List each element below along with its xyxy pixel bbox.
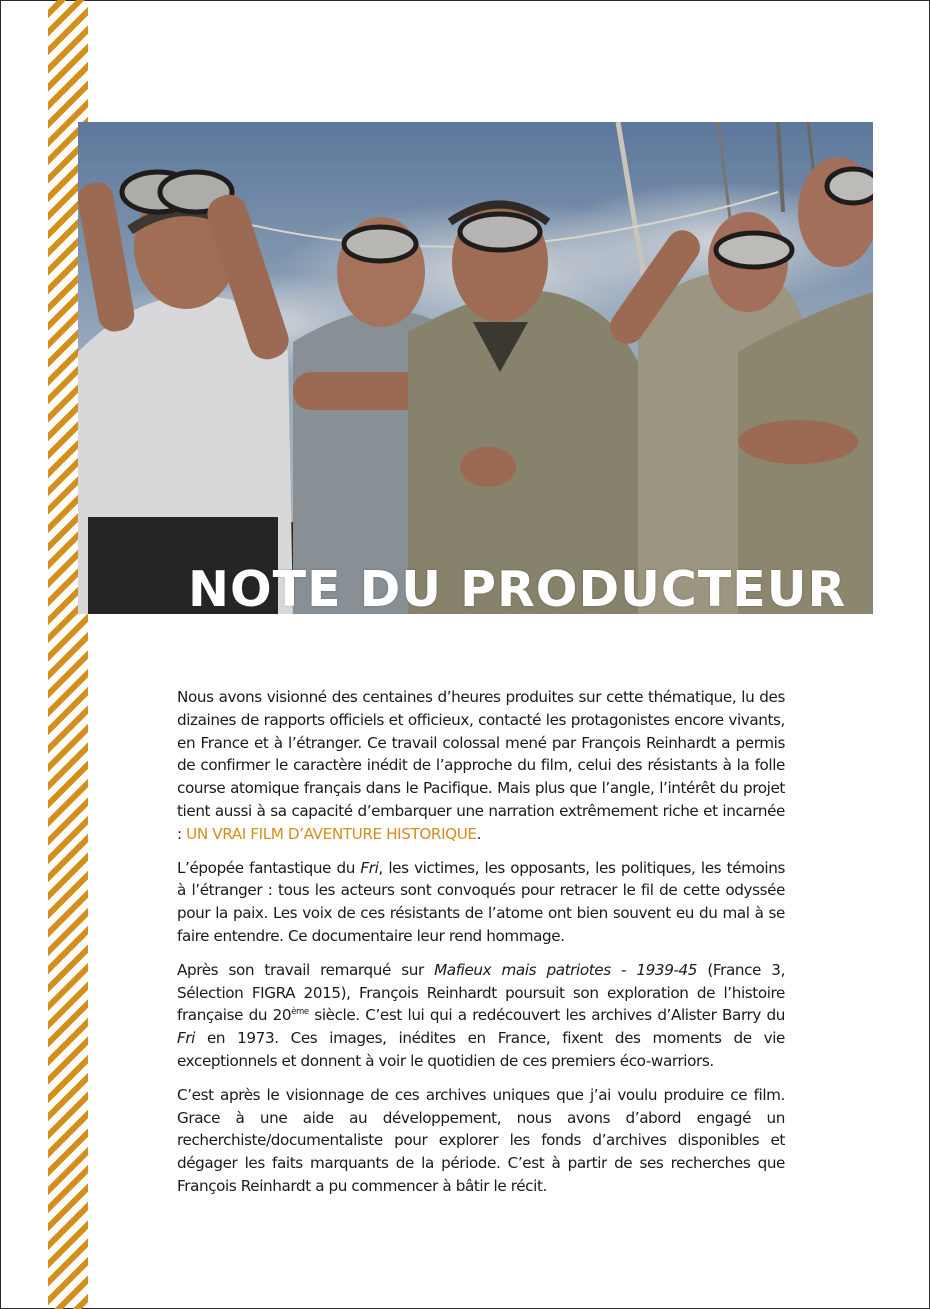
paragraph-3-text-d: en 1973. Ces images, inédites en France, fixent des moments de vie exceptionnels et donnent à voir le quotidien de ces premiers éco-warriors. <box>177 1029 785 1070</box>
paragraph-3-text-b: (France 3, Sélection FIGRA 2015), François Reinhardt poursuit son exploration de l’histoire française du 20 <box>177 960 785 1025</box>
paragraph-2-text-a: L’épopée fantastique du <box>177 858 361 877</box>
paragraph-1 <box>177 686 785 846</box>
highlight-phrase: UN VRAI FILM D’AVENTURE HISTORIQUE <box>186 824 477 843</box>
paragraph-3-text-a: Après son travail remarqué sur <box>177 960 435 979</box>
paragraph-3-text-c: siècle. C’est lui qui a redécouvert les archives d’Alister Barry du <box>308 1006 786 1025</box>
photo-illustration <box>78 122 873 614</box>
paragraph-2-text-b: , les victimes, les opposants, les politiques, les témoins à l’étranger : tous les acteurs sont convoqués pour retracer le fil de cette odyssée pour la paix. Les voix de ces résistants de l’atome ont bien souvent eu du mal à se faire entendre. Ce documentaire leur rend hommage. <box>177 858 785 945</box>
paragraph-1-end: . <box>476 824 482 843</box>
century-superscript: ème <box>291 1007 309 1018</box>
archival-photo <box>78 122 873 614</box>
page-title: NOTE DU PRODUCTEUR <box>188 561 847 618</box>
film-title: Mafieux mais patriotes - 1939-45 <box>434 960 698 979</box>
paragraph-4: C’est après le visionnage de ces archives uniques que j’ai voulu produire ce film. Grace à une aide au développement, nous avons d’abord engagé un recherchiste/documentaliste pour explorer les fonds d’archives disponibles et dégager les faits marquants de la période. C’est à partir de ses recherches que François Reinhardt a pu commencer à bâtir le récit. <box>177 1085 785 1195</box>
paragraph-2 <box>177 857 785 948</box>
paragraph-3 <box>177 959 785 1073</box>
paragraph-1-text: Nous avons visionné des centaines d’heures produites sur cette thématique, lu des dizaines de rapports officiels et officieux, contacté les protagonistes encore vivants, en France et à l’étranger. Ce travail colossal mené par François Reinhardt a permis de confirmer le caractère inédit de l’approche du film, celui des résistants à la folle course atomique français dans le Pacifique. Mais plus que l’angle, l’intérêt du projet tient aussi à sa capacité d’embarquer une narration extrêmement riche et incarnée : <box>177 688 785 843</box>
ship-name: Fri <box>177 1029 195 1048</box>
ship-name: Fri <box>360 858 379 877</box>
article-body <box>177 686 785 1209</box>
